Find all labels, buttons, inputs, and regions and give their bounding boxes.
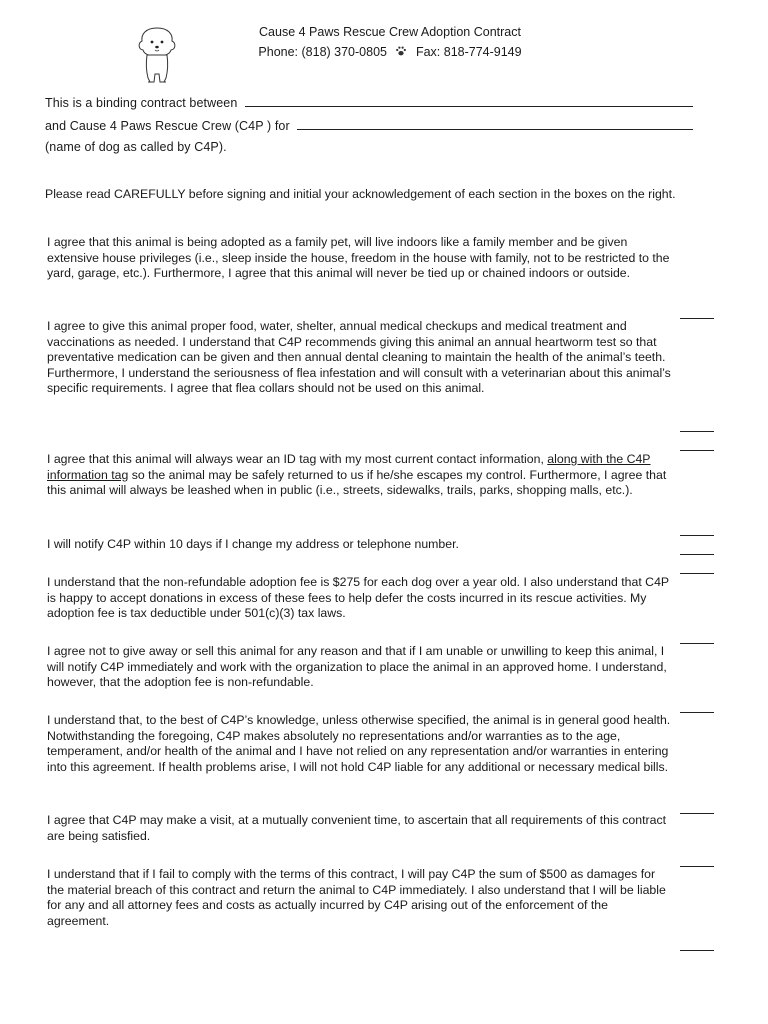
section-health: I understand that, to the best of C4P’s knowledge, unless otherwise specified, the animal is in general good health. Notwithstanding the foregoing, C4P makes absolutely no representations and/or warranties as to the age, temperament, and/or health of the animal and I have not relied on any representation and/or warranties in entering into this agreement. If health problems arise, I will not hold C4P liable for any additional or necessary medical bills. <box>47 713 671 774</box>
adopter-name-field[interactable] <box>245 94 693 107</box>
contract-line-adopter: This is a binding contract between <box>45 94 693 110</box>
fax-number: Fax: 818-774-9149 <box>415 45 522 59</box>
section-care: I agree to give this animal proper food, water, shelter, annual medical checkups and medical treatment and vaccinations as needed. I understand that C4P recommends giving this animal an annual heartworm test so that preventative medication can be given and then annual dental cleaning to maintain the health of the animal’s teeth. Furthermore, I understand the seriousness of flea infestation and will consult with a veterinarian about this animal’s specific requirements. I agree that flea collars should not be used on this animal. <box>47 319 671 395</box>
section-notify-address: I will notify C4P within 10 days if I change my address or telephone number. <box>47 537 459 551</box>
initial-blank[interactable] <box>680 866 714 867</box>
section-breach: I understand that if I fail to comply with the terms of this contract, I will pay C4P the sum of $500 as damages for the material breach of this contract and return the animal to C4P immediately. I also understand that I will be liable for any and all attorney fees and costs as actually incurred by C4P arising out of the enforcement of the agreement. <box>47 867 666 928</box>
initial-blank[interactable] <box>680 450 714 451</box>
contract-title: Cause 4 Paws Rescue Crew Adoption Contract <box>259 25 521 39</box>
initial-blank[interactable] <box>680 318 714 319</box>
section-rehoming: I agree not to give away or sell this animal for any reason and that if I am unable or unwilling to keep this animal, I will notify C4P immediately and work with the organization to place the animal in an approved home. I understand, however, that the adoption fee is non-refundable. <box>47 644 667 689</box>
initial-blank[interactable] <box>680 643 714 644</box>
initial-blank[interactable] <box>680 712 714 713</box>
contact-line <box>190 45 590 59</box>
c4p-tag-emphasis: along with the C4P information tag <box>47 452 651 482</box>
initial-blank[interactable] <box>680 813 714 814</box>
initial-blank[interactable] <box>680 535 714 536</box>
paw-icon <box>390 45 412 59</box>
dog-name-note: (name of dog as called by C4P). <box>45 140 227 154</box>
dog-name-field[interactable] <box>297 117 693 130</box>
phone-number: Phone: (818) 370-0805 <box>258 45 387 59</box>
initial-blank[interactable] <box>680 554 714 555</box>
section-family-pet: I agree that this animal is being adopted as a family pet, will live indoors like a family member and be given extensive house privileges (i.e., sleep inside the house, freedom in the house with family, not to be restricted to the yard, garage, etc.). Furthermore, I agree that this animal will never be tied up or chained indoors or outside. <box>47 235 670 280</box>
initial-blank[interactable] <box>680 573 714 574</box>
section-adoption-fee: I understand that the non-refundable adoption fee is $275 for each dog over a year old. I also understand that C4P is happy to accept donations in excess of these fees to help defer the costs incurred in its rescue activities. My adoption fee is tax deductible under 501(c)(3) tax laws. <box>47 575 669 620</box>
section-home-visit: I agree that C4P may make a visit, at a mutually convenient time, to ascertain that all requirements of this contract are being satisfied. <box>47 813 667 843</box>
instructions: Please read CAREFULLY before signing and initial your acknowledgement of each section in the boxes on the right. <box>45 187 676 201</box>
section-id-tag: I agree that this animal will always wear an ID tag with my most current contact information, along with the C4P information tag so the animal may be safely returned to us if he/she escapes my control. Furthermore, I agree that this animal will always be leashed when in public (i.e., streets, sidewalks, trails, parks, shopping malls, etc.). <box>47 452 667 497</box>
contract-line-dog: and Cause 4 Paws Rescue Crew (C4P ) for <box>45 117 693 133</box>
dog-logo-icon <box>134 24 180 86</box>
initial-blank[interactable] <box>680 950 714 951</box>
initial-blank[interactable] <box>680 431 714 432</box>
